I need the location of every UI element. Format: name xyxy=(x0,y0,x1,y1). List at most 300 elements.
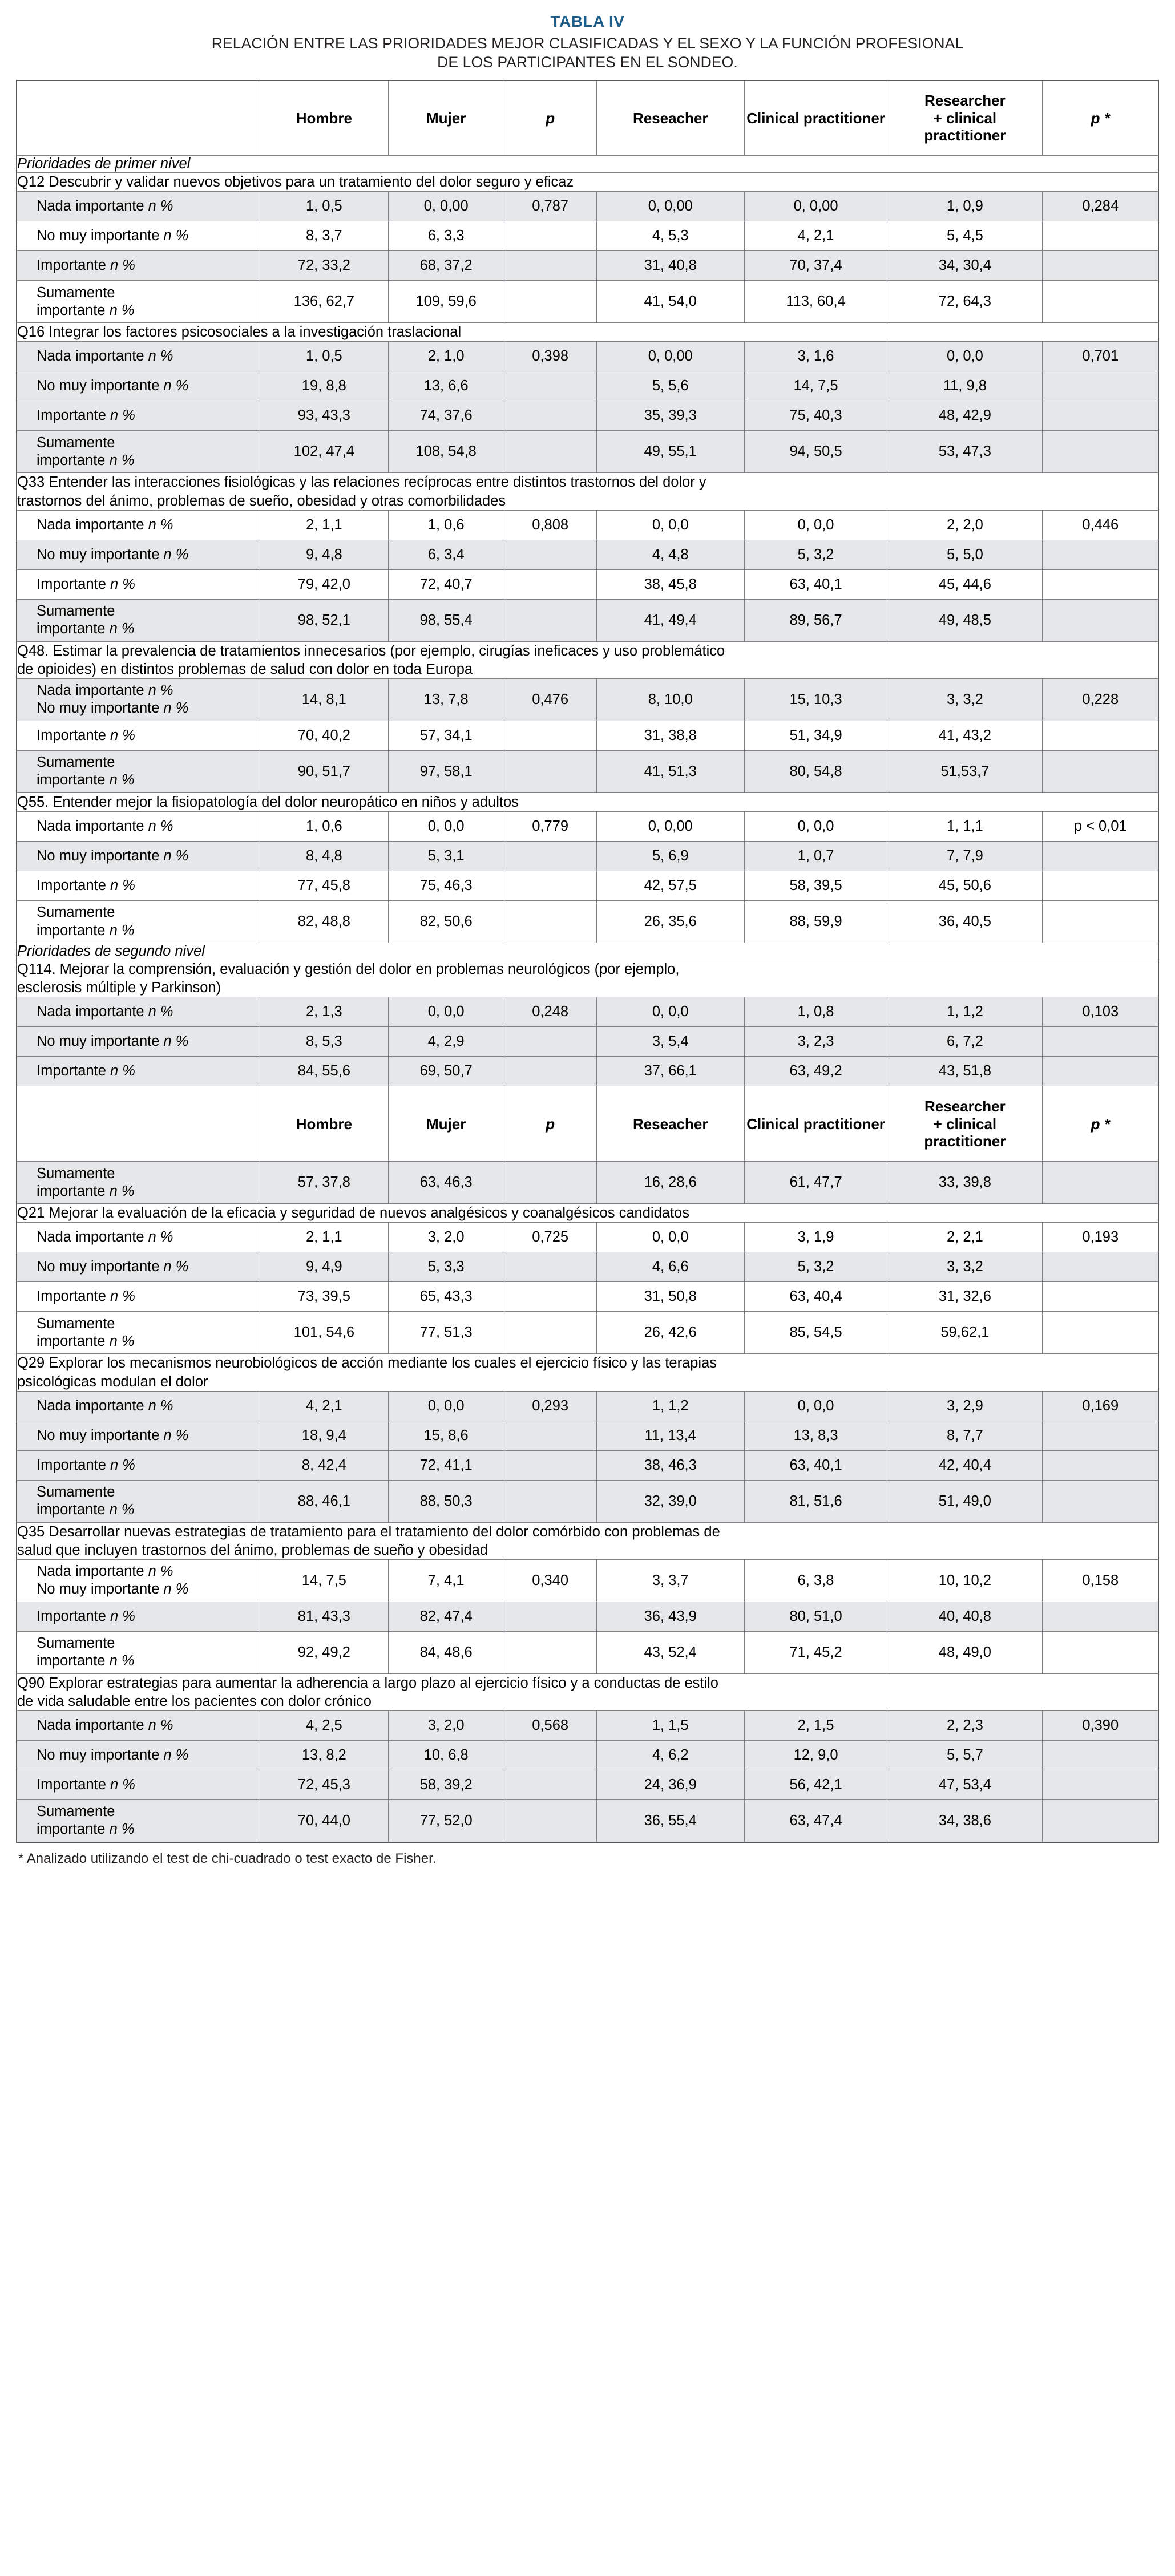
row-label xyxy=(17,1480,260,1522)
row-label-units: n % xyxy=(148,1717,173,1734)
row-label-text-2: importante xyxy=(37,621,106,637)
cell-p xyxy=(504,599,596,641)
header-both-line-1: Researcher xyxy=(924,1097,1006,1115)
cell-hombre: 14, 8,1 xyxy=(260,678,389,721)
row-label-units: n % xyxy=(109,452,135,468)
table-row xyxy=(17,1480,1158,1522)
row-label-units: n % xyxy=(109,621,135,637)
row-label-text-2: No muy importante xyxy=(37,700,160,717)
table-row xyxy=(17,1770,1158,1800)
row-label-units: n % xyxy=(109,1653,135,1669)
cell-p-star xyxy=(1043,842,1158,871)
cell-hombre: 79, 42,0 xyxy=(260,569,389,599)
row-label-text: Nada importante xyxy=(37,1397,144,1414)
cell-p-star: p < 0,01 xyxy=(1043,812,1158,842)
cell-p-star xyxy=(1043,1631,1158,1673)
cell-hombre: 13, 8,2 xyxy=(260,1741,389,1770)
row-label-text: Sumamente xyxy=(37,1803,115,1820)
cell-researcher: 37, 66,1 xyxy=(596,1057,744,1086)
row-label-text: Sumamente xyxy=(37,1484,115,1501)
row-label-text: Importante xyxy=(37,1063,106,1079)
cell-clinical: 71, 45,2 xyxy=(744,1631,887,1673)
cell-clinical: 3, 1,6 xyxy=(744,342,887,371)
table-row xyxy=(17,251,1158,281)
table-row xyxy=(17,1559,1158,1602)
cell-p xyxy=(504,1602,596,1631)
table-row xyxy=(17,1631,1158,1673)
cell-researcher: 0, 0,00 xyxy=(596,192,744,221)
row-label-units: n % xyxy=(148,348,173,365)
row-label-units: n % xyxy=(148,818,173,835)
header-p-star: p * xyxy=(1043,80,1158,156)
cell-researcher: 31, 38,8 xyxy=(596,721,744,750)
cell-mujer: 97, 58,1 xyxy=(388,750,504,792)
row-label-text: Nada importante xyxy=(37,1717,144,1734)
header-both-line-3: practitioner xyxy=(924,127,1006,144)
header-blank xyxy=(17,80,260,156)
header-hombre: Hombre xyxy=(260,80,389,156)
table-row xyxy=(17,221,1158,251)
cell-hombre: 98, 52,1 xyxy=(260,599,389,641)
row-label-units: n % xyxy=(110,257,135,274)
row-label-text-2: importante xyxy=(37,1502,106,1518)
row-label-text: Importante xyxy=(37,1777,106,1793)
row-label xyxy=(17,1711,260,1741)
cell-hombre: 8, 3,7 xyxy=(260,221,389,251)
cell-both: 43, 51,8 xyxy=(887,1057,1043,1086)
cell-p-star: 0,390 xyxy=(1043,1711,1158,1741)
cell-researcher: 36, 43,9 xyxy=(596,1602,744,1631)
row-label xyxy=(17,431,260,473)
cell-p-star xyxy=(1043,599,1158,641)
row-label xyxy=(17,678,260,721)
cell-hombre: 8, 5,3 xyxy=(260,1027,389,1057)
cell-hombre: 2, 1,1 xyxy=(260,510,389,540)
question-text-line-2: trastornos del ánimo, problemas de sueño, obesidad y otras comorbilidades xyxy=(17,492,506,509)
cell-p xyxy=(504,721,596,750)
question-row-q29 xyxy=(17,1354,1158,1391)
cell-p-star xyxy=(1043,431,1158,473)
cell-hombre: 81, 43,3 xyxy=(260,1602,389,1631)
cell-clinical: 85, 54,5 xyxy=(744,1312,887,1354)
row-label-units: n % xyxy=(110,1063,135,1079)
cell-mujer: 109, 59,6 xyxy=(388,281,504,323)
row-label xyxy=(17,371,260,401)
row-label-units: n % xyxy=(109,1821,135,1838)
row-label xyxy=(17,871,260,901)
cell-mujer: 0, 0,0 xyxy=(388,997,504,1027)
question-text-line-1: Q90 Explorar estrategias para aumentar la adherencia a largo plazo al ejercicio físico y a conductas de estilo xyxy=(17,1675,718,1691)
row-label xyxy=(17,1559,260,1602)
row-label xyxy=(17,251,260,281)
table-row xyxy=(17,1711,1158,1741)
cell-both: 2, 2,0 xyxy=(887,510,1043,540)
header-researcher: Reseacher xyxy=(596,1086,744,1162)
header-both-line-1: Researcher xyxy=(924,91,1006,109)
row-label-units: n % xyxy=(148,1004,173,1020)
cell-hombre: 73, 39,5 xyxy=(260,1282,389,1312)
question-text xyxy=(17,1673,1158,1710)
cell-p xyxy=(504,401,596,431)
cell-p-star xyxy=(1043,1421,1158,1450)
row-label xyxy=(17,1162,260,1204)
cell-researcher: 11, 13,4 xyxy=(596,1421,744,1450)
table-row xyxy=(17,281,1158,323)
table-row xyxy=(17,510,1158,540)
table-row xyxy=(17,401,1158,431)
table-row xyxy=(17,997,1158,1027)
cell-p xyxy=(504,1057,596,1086)
row-label-text: Nada importante xyxy=(37,818,144,835)
row-label xyxy=(17,1602,260,1631)
row-label-units-2: n % xyxy=(163,700,189,717)
row-label-text: Sumamente xyxy=(37,904,115,921)
cell-hombre: 8, 4,8 xyxy=(260,842,389,871)
header-researcher-clinical-practitioner xyxy=(887,1086,1043,1162)
row-label-text: Nada importante xyxy=(37,1004,144,1020)
cell-both: 51,53,7 xyxy=(887,750,1043,792)
cell-mujer: 75, 46,3 xyxy=(388,871,504,901)
cell-p xyxy=(504,431,596,473)
cell-p xyxy=(504,1450,596,1480)
question-text-line-1: Q33 Entender las interacciones fisiológicas y las relaciones recíprocas entre distintos trastornos del dolor y xyxy=(17,474,706,491)
row-label xyxy=(17,599,260,641)
row-label-text: Sumamente xyxy=(37,1635,115,1652)
cell-p-star xyxy=(1043,281,1158,323)
cell-hombre: 72, 33,2 xyxy=(260,251,389,281)
cell-p xyxy=(504,1252,596,1282)
row-label-text: Importante xyxy=(37,576,106,592)
cell-mujer: 82, 47,4 xyxy=(388,1602,504,1631)
table-row xyxy=(17,599,1158,641)
row-label-text: Sumamente xyxy=(37,1315,115,1332)
table-row xyxy=(17,431,1158,473)
row-label-text: Sumamente xyxy=(37,434,115,451)
cell-clinical: 1, 0,8 xyxy=(744,997,887,1027)
question-text xyxy=(17,1522,1158,1559)
table-row xyxy=(17,812,1158,842)
question-row-q114 xyxy=(17,960,1158,997)
row-label-text: Importante xyxy=(37,877,106,894)
table-row xyxy=(17,1450,1158,1480)
cell-researcher: 5, 6,9 xyxy=(596,842,744,871)
cell-both: 3, 3,2 xyxy=(887,678,1043,721)
question-row-q16 xyxy=(17,323,1158,342)
table-row xyxy=(17,192,1158,221)
cell-mujer: 65, 43,3 xyxy=(388,1282,504,1312)
row-label-text: Importante xyxy=(37,1457,106,1473)
row-label xyxy=(17,510,260,540)
row-label-units: n % xyxy=(163,378,189,394)
row-label-units: n % xyxy=(148,682,173,699)
cell-clinical: 80, 51,0 xyxy=(744,1602,887,1631)
cell-both: 2, 2,1 xyxy=(887,1223,1043,1252)
table-header-row xyxy=(17,80,1158,156)
cell-hombre: 14, 7,5 xyxy=(260,1559,389,1602)
cell-researcher: 0, 0,00 xyxy=(596,342,744,371)
cell-researcher: 1, 1,5 xyxy=(596,1711,744,1741)
cell-researcher: 41, 51,3 xyxy=(596,750,744,792)
table-row xyxy=(17,721,1158,750)
question-row-q12 xyxy=(17,173,1158,192)
cell-mujer: 69, 50,7 xyxy=(388,1057,504,1086)
cell-p: 0,568 xyxy=(504,1711,596,1741)
table-row xyxy=(17,1741,1158,1770)
row-label-text-2: importante xyxy=(37,452,106,468)
row-label xyxy=(17,540,260,569)
cell-mujer: 77, 52,0 xyxy=(388,1800,504,1842)
cell-researcher: 0, 0,0 xyxy=(596,997,744,1027)
cell-mujer: 1, 0,6 xyxy=(388,510,504,540)
cell-mujer: 57, 34,1 xyxy=(388,721,504,750)
cell-mujer: 82, 50,6 xyxy=(388,901,504,943)
section-row-segundo-nivel xyxy=(17,943,1158,960)
cell-both: 53, 47,3 xyxy=(887,431,1043,473)
cell-both: 36, 40,5 xyxy=(887,901,1043,943)
table-row xyxy=(17,1312,1158,1354)
question-text: Q12 Descubrir y validar nuevos objetivos para un tratamiento del dolor seguro y eficaz xyxy=(17,173,1158,192)
row-label-text: Importante xyxy=(37,407,106,424)
row-label-units: n % xyxy=(110,727,135,743)
cell-clinical: 63, 40,1 xyxy=(744,569,887,599)
row-label xyxy=(17,1450,260,1480)
row-label-units: n % xyxy=(109,1502,135,1518)
cell-both: 3, 2,9 xyxy=(887,1391,1043,1421)
cell-mujer: 5, 3,1 xyxy=(388,842,504,871)
row-label-text: Sumamente xyxy=(37,603,115,620)
row-label-text-2: importante xyxy=(37,1333,106,1349)
header-both-line-3: practitioner xyxy=(924,1133,1006,1150)
row-label-units: n % xyxy=(163,228,189,244)
cell-clinical: 75, 40,3 xyxy=(744,401,887,431)
header-both-line-2: + clinical xyxy=(933,109,997,127)
table-row xyxy=(17,569,1158,599)
cell-both: 10, 10,2 xyxy=(887,1559,1043,1602)
cell-p-star xyxy=(1043,401,1158,431)
cell-both: 6, 7,2 xyxy=(887,1027,1043,1057)
row-label-units: n % xyxy=(109,922,135,939)
header-mujer: Mujer xyxy=(388,80,504,156)
cell-researcher: 0, 0,00 xyxy=(596,812,744,842)
cell-mujer: 15, 8,6 xyxy=(388,1421,504,1450)
cell-p-star xyxy=(1043,540,1158,569)
cell-researcher: 4, 6,2 xyxy=(596,1741,744,1770)
cell-p-star: 0,284 xyxy=(1043,192,1158,221)
table-row xyxy=(17,540,1158,569)
cell-p xyxy=(504,221,596,251)
cell-mujer: 6, 3,3 xyxy=(388,221,504,251)
cell-researcher: 4, 6,6 xyxy=(596,1252,744,1282)
row-label-units: n % xyxy=(110,1608,135,1624)
cell-mujer: 0, 0,00 xyxy=(388,192,504,221)
cell-clinical: 3, 1,9 xyxy=(744,1223,887,1252)
cell-researcher: 1, 1,2 xyxy=(596,1391,744,1421)
cell-mujer: 3, 2,0 xyxy=(388,1223,504,1252)
cell-p xyxy=(504,1162,596,1204)
question-text-line-1: Q29 Explorar los mecanismos neurobiológicos de acción mediante los cuales el ejercicio físico y las terapias xyxy=(17,1355,717,1372)
cell-hombre: 92, 49,2 xyxy=(260,1631,389,1673)
cell-both: 1, 0,9 xyxy=(887,192,1043,221)
header-p-star: p * xyxy=(1043,1086,1158,1162)
row-label-text: No muy importante xyxy=(37,1747,160,1764)
cell-clinical: 63, 40,4 xyxy=(744,1282,887,1312)
cell-p: 0,725 xyxy=(504,1223,596,1252)
cell-mujer: 0, 0,0 xyxy=(388,1391,504,1421)
row-label-units: n % xyxy=(163,1427,189,1443)
cell-p-star: 0,446 xyxy=(1043,510,1158,540)
cell-both: 72, 64,3 xyxy=(887,281,1043,323)
row-label xyxy=(17,1312,260,1354)
cell-hombre: 57, 37,8 xyxy=(260,1162,389,1204)
question-text: Q16 Integrar los factores psicosociales a la investigación traslacional xyxy=(17,323,1158,342)
question-row-q21 xyxy=(17,1204,1158,1223)
row-label xyxy=(17,750,260,792)
cell-hombre: 77, 45,8 xyxy=(260,871,389,901)
cell-p-star xyxy=(1043,371,1158,401)
cell-both: 31, 32,6 xyxy=(887,1282,1043,1312)
cell-researcher: 5, 5,6 xyxy=(596,371,744,401)
cell-p xyxy=(504,569,596,599)
row-label-text-2: importante xyxy=(37,772,106,788)
cell-both: 59,62,1 xyxy=(887,1312,1043,1354)
question-row-q35 xyxy=(17,1522,1158,1559)
cell-clinical: 63, 47,4 xyxy=(744,1800,887,1842)
cell-p-star xyxy=(1043,1252,1158,1282)
question-row-q48 xyxy=(17,641,1158,678)
row-label xyxy=(17,1282,260,1312)
cell-p xyxy=(504,901,596,943)
cell-researcher: 32, 39,0 xyxy=(596,1480,744,1522)
cell-mujer: 0, 0,0 xyxy=(388,812,504,842)
cell-p-star xyxy=(1043,1312,1158,1354)
cell-researcher: 31, 40,8 xyxy=(596,251,744,281)
row-label xyxy=(17,1252,260,1282)
cell-hombre: 90, 51,7 xyxy=(260,750,389,792)
table-row xyxy=(17,342,1158,371)
cell-p-star xyxy=(1043,1741,1158,1770)
table-row xyxy=(17,1282,1158,1312)
cell-hombre: 93, 43,3 xyxy=(260,401,389,431)
question-text xyxy=(17,960,1158,997)
cell-p-star xyxy=(1043,569,1158,599)
row-label-text-2: importante xyxy=(37,922,106,939)
row-label-text-2: importante xyxy=(37,1183,106,1199)
cell-p xyxy=(504,842,596,871)
cell-p-star: 0,228 xyxy=(1043,678,1158,721)
cell-mujer: 98, 55,4 xyxy=(388,599,504,641)
row-label xyxy=(17,1057,260,1086)
cell-both: 47, 53,4 xyxy=(887,1770,1043,1800)
row-label xyxy=(17,1770,260,1800)
cell-researcher: 38, 45,8 xyxy=(596,569,744,599)
row-label-units: n % xyxy=(163,1259,189,1275)
row-label-text: Nada importante xyxy=(37,516,144,533)
row-label-text: Nada importante xyxy=(37,1229,144,1245)
row-label xyxy=(17,1741,260,1770)
cell-mujer: 13, 7,8 xyxy=(388,678,504,721)
question-text-line-2: salud que incluyen trastornos del ánimo, problemas de sueño y obesidad xyxy=(17,1542,488,1558)
cell-both: 5, 5,0 xyxy=(887,540,1043,569)
cell-clinical: 5, 3,2 xyxy=(744,1252,887,1282)
header-clinical-practitioner: Clinical practitioner xyxy=(744,80,887,156)
cell-p-star: 0,701 xyxy=(1043,342,1158,371)
row-label xyxy=(17,192,260,221)
row-label-text: Importante xyxy=(37,1608,106,1624)
cell-p: 0,808 xyxy=(504,510,596,540)
cell-p xyxy=(504,251,596,281)
row-label-text: Importante xyxy=(37,727,106,743)
cell-p-star xyxy=(1043,1282,1158,1312)
cell-researcher: 0, 0,0 xyxy=(596,1223,744,1252)
header-p: p xyxy=(504,80,596,156)
table-row xyxy=(17,842,1158,871)
table-row xyxy=(17,1162,1158,1204)
row-label-units: n % xyxy=(148,1229,173,1245)
cell-p-star xyxy=(1043,1602,1158,1631)
cell-clinical: 63, 40,1 xyxy=(744,1450,887,1480)
cell-both: 40, 40,8 xyxy=(887,1602,1043,1631)
header-p: p xyxy=(504,1086,596,1162)
cell-mujer: 77, 51,3 xyxy=(388,1312,504,1354)
title-block xyxy=(16,13,1159,72)
cell-clinical: 61, 47,7 xyxy=(744,1162,887,1204)
cell-p: 0,787 xyxy=(504,192,596,221)
cell-clinical: 5, 3,2 xyxy=(744,540,887,569)
cell-clinical: 6, 3,8 xyxy=(744,1559,887,1602)
cell-mujer: 74, 37,6 xyxy=(388,401,504,431)
row-label-text: No muy importante xyxy=(37,378,160,394)
cell-mujer: 13, 6,6 xyxy=(388,371,504,401)
table-row xyxy=(17,1223,1158,1252)
row-label-units: n % xyxy=(110,877,135,894)
row-label xyxy=(17,221,260,251)
cell-p-star xyxy=(1043,1480,1158,1522)
cell-p-star: 0,158 xyxy=(1043,1559,1158,1602)
cell-clinical: 0, 0,0 xyxy=(744,1391,887,1421)
cell-hombre: 1, 0,6 xyxy=(260,812,389,842)
cell-p xyxy=(504,540,596,569)
row-label-units: n % xyxy=(148,1563,173,1580)
cell-both: 7, 7,9 xyxy=(887,842,1043,871)
question-row-q55 xyxy=(17,792,1158,811)
cell-clinical: 70, 37,4 xyxy=(744,251,887,281)
cell-p-star xyxy=(1043,721,1158,750)
cell-clinical: 1, 0,7 xyxy=(744,842,887,871)
table-row xyxy=(17,678,1158,721)
row-label xyxy=(17,401,260,431)
cell-hombre: 70, 40,2 xyxy=(260,721,389,750)
header-blank xyxy=(17,1086,260,1162)
question-text-line-1: Q48. Estimar la prevalencia de tratamientos innecesarios (por ejemplo, cirugías ineficaces y uso problemático xyxy=(17,642,725,659)
question-text: Q55. Entender mejor la fisiopatología del dolor neuropático en niños y adultos xyxy=(17,792,1158,811)
cell-both: 8, 7,7 xyxy=(887,1421,1043,1450)
cell-hombre: 9, 4,9 xyxy=(260,1252,389,1282)
table-row xyxy=(17,1602,1158,1631)
table-footnote: * Analizado utilizando el test de chi-cuadrado o test exacto de Fisher. xyxy=(18,1850,437,1866)
question-text-line-2: de opioides) en distintos problemas de salud con dolor en toda Europa xyxy=(17,661,473,677)
cell-hombre: 9, 4,8 xyxy=(260,540,389,569)
cell-p-star: 0,169 xyxy=(1043,1391,1158,1421)
cell-both: 45, 50,6 xyxy=(887,871,1043,901)
table-row xyxy=(17,871,1158,901)
cell-hombre: 82, 48,8 xyxy=(260,901,389,943)
cell-researcher: 31, 50,8 xyxy=(596,1282,744,1312)
cell-researcher: 3, 3,7 xyxy=(596,1559,744,1602)
row-label-units: n % xyxy=(148,1397,173,1414)
row-label xyxy=(17,1800,260,1842)
cell-both: 5, 4,5 xyxy=(887,221,1043,251)
cell-p: 0,340 xyxy=(504,1559,596,1602)
